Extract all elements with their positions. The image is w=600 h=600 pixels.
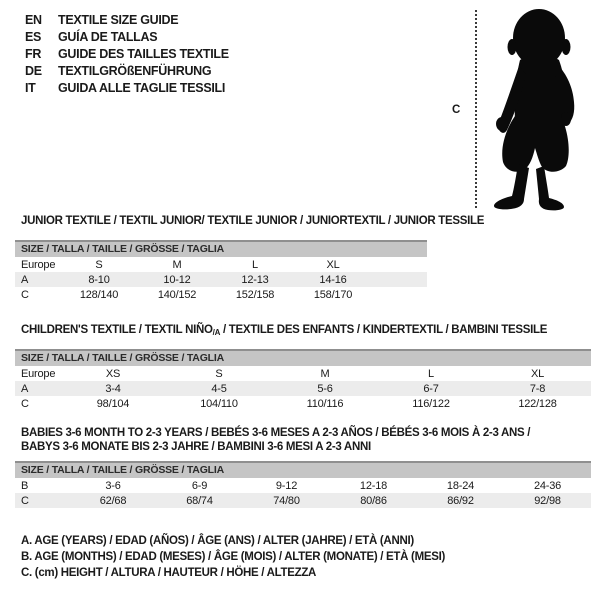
cell: 86/92	[447, 494, 474, 507]
height-measure-label: C	[452, 104, 461, 116]
table-header-row	[15, 241, 427, 257]
cell: 92/98	[534, 494, 561, 507]
row-label: A	[21, 273, 29, 286]
footnote-a: A. AGE (YEARS) / EDAD (AÑOS) / ÂGE (ANS) / ALTER (JAHRE) / ETÀ (ANNI)	[21, 535, 414, 547]
cell: 62/68	[99, 494, 127, 507]
lang-code: FR	[25, 47, 42, 61]
lang-row-fr	[25, 46, 229, 63]
cell: 18-24	[446, 479, 475, 492]
lang-title: GUÍA DE TALLAS	[58, 30, 158, 44]
footnote-b: B. AGE (MONTHS) / EDAD (MESES) / ÂGE (MOIS) / ALTER (MONATE) / ETÀ (MESI)	[21, 551, 446, 563]
cell: S	[215, 367, 223, 380]
children-size-table	[15, 349, 591, 411]
cell: 158/170	[313, 288, 353, 301]
junior-size-table	[15, 240, 427, 302]
cell: 14-16	[319, 273, 347, 286]
cell: M	[172, 258, 182, 271]
lang-row-de	[25, 63, 229, 80]
table-header-row	[15, 462, 591, 478]
cell-empty	[372, 257, 427, 272]
row-label: Europe	[21, 367, 56, 380]
table-row	[15, 366, 591, 381]
cell: 152/158	[235, 288, 275, 301]
cell: 5-6	[317, 382, 333, 395]
cell: XL	[326, 258, 340, 271]
baby-silhouette-icon	[482, 6, 584, 211]
cell: 140/152	[157, 288, 197, 301]
lang-code: IT	[25, 81, 36, 95]
babies-section-title-line1: BABIES 3-6 MONTH TO 2-3 YEARS / BEBÉS 3-6 MESES A 2-3 AÑOS / BÉBÉS 3-6 MOIS À 2-3 ANS /	[21, 427, 531, 439]
cell: 6-9	[191, 479, 208, 492]
cell: 110/116	[306, 397, 344, 410]
cell: XL	[530, 367, 545, 380]
cell: 128/140	[79, 288, 119, 301]
cell-empty	[372, 287, 427, 302]
row-label: Europe	[21, 258, 56, 271]
table-header-row	[15, 350, 591, 366]
cell: 6-7	[423, 382, 439, 395]
size-bar: SIZE / TALLA / TAILLE / GRÖSSE / TAGLIA	[15, 241, 427, 257]
cell: L	[428, 367, 434, 380]
size-bar: SIZE / TALLA / TAILLE / GRÖSSE / TAGLIA	[15, 462, 591, 478]
cell: 68/74	[186, 494, 213, 507]
cell: M	[320, 367, 330, 380]
cell: 12-13	[241, 273, 269, 286]
cell: 7-8	[529, 382, 546, 395]
footnotes	[21, 533, 445, 581]
table-row	[15, 272, 427, 287]
row-label: C	[21, 397, 29, 410]
lang-row-en	[25, 12, 229, 29]
table-row	[15, 257, 427, 272]
cell: 116/122	[412, 397, 450, 410]
cell: 74/80	[273, 494, 300, 507]
cell: 104/110	[200, 397, 238, 410]
baby-figure-area	[440, 0, 600, 215]
children-title-rest: / TEXTILE DES ENFANTS / KINDERTEXTIL / BAMBINI TESSILE	[220, 324, 548, 336]
cell: 80/86	[360, 494, 387, 507]
lang-title: TEXTILE SIZE GUIDE	[58, 13, 179, 27]
cell: L	[252, 258, 258, 271]
cell: XS	[105, 367, 121, 380]
table-row	[15, 396, 591, 411]
table-row	[15, 478, 591, 493]
table-row	[15, 493, 591, 508]
row-label: C	[21, 494, 29, 507]
children-title-subscript: /A	[212, 328, 221, 337]
cell: 3-6	[105, 479, 121, 492]
children-section-title	[21, 324, 547, 337]
lang-row-it	[25, 80, 229, 97]
cell: 122/128	[518, 397, 557, 410]
table-row	[15, 287, 427, 302]
babies-size-table	[15, 461, 591, 508]
footnote-c: C. (cm) HEIGHT / ALTURA / HAUTEUR / HÖHE / ALTEZZA	[21, 567, 317, 579]
cell: S	[95, 258, 103, 271]
lang-code: DE	[25, 64, 42, 78]
cell: 3-4	[105, 382, 121, 395]
row-label: A	[21, 382, 29, 395]
lang-title: GUIDE DES TAILLES TEXTILE	[58, 47, 229, 61]
babies-section-title-line2: BABYS 3-6 MONATE BIS 2-3 JAHRE / BAMBINI 3-6 MESI A 2-3 ANNI	[21, 441, 371, 453]
cell: 8-10	[88, 273, 110, 286]
children-title-main: CHILDREN'S TEXTILE / TEXTIL NIÑO	[21, 324, 213, 336]
lang-title: TEXTILGRÖßENFÜHRUNG	[58, 64, 212, 78]
height-measure-dotted-line	[475, 10, 477, 208]
lang-code: ES	[25, 30, 42, 44]
lang-title: GUIDA ALLE TAGLIE TESSILI	[58, 81, 226, 95]
row-label: B	[21, 479, 29, 492]
junior-section-title: JUNIOR TEXTILE / TEXTIL JUNIOR/ TEXTILE JUNIOR / JUNIORTEXTIL / JUNIOR TESSILE	[21, 215, 485, 227]
lang-row-es	[25, 29, 229, 46]
cell: 10-12	[163, 273, 191, 286]
cell-empty	[372, 272, 427, 287]
cell: 12-18	[359, 479, 388, 492]
size-bar: SIZE / TALLA / TAILLE / GRÖSSE / TAGLIA	[15, 350, 591, 366]
lang-code: EN	[25, 13, 42, 27]
language-header	[25, 12, 229, 97]
cell: 4-5	[211, 382, 227, 395]
table-row	[15, 381, 591, 396]
row-label: C	[21, 288, 29, 301]
cell: 98/104	[96, 397, 130, 410]
cell: 24-36	[533, 479, 562, 492]
cell: 9-12	[275, 479, 298, 492]
